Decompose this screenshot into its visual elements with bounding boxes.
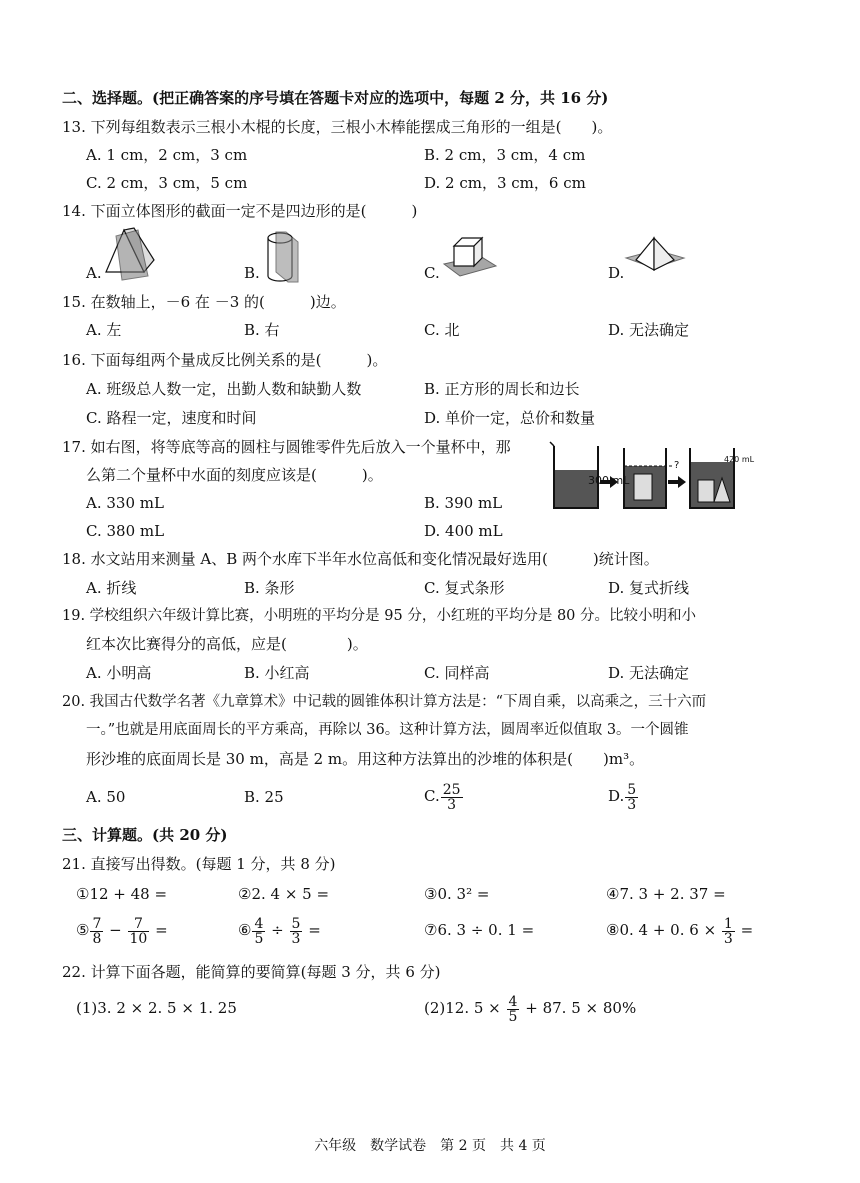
q15-stem: 15. 在数轴上，－6 在 －3 的( )边。 (62, 293, 346, 311)
q21-item-6 (238, 910, 321, 950)
q19-option-b: B. 小红高 (244, 664, 310, 682)
denominator: 5 (508, 1008, 518, 1025)
pyramid-section-icon (624, 236, 686, 282)
q21-item-4: ④7. 3 + 2. 37 = (606, 885, 726, 903)
q17-stem-line2: 么第二个量杯中水面的刻度应该是( )。 (86, 466, 383, 484)
q14-option-b: B. (244, 264, 260, 282)
fraction (128, 917, 150, 946)
q13-option-b: B. 2 cm，3 cm，4 cm (424, 146, 586, 164)
q20-option-c-label: C. (424, 787, 440, 805)
q15-option-c: C. 北 (424, 321, 460, 339)
q16-stem: 16. 下面每组两个量成反比例关系的是( )。 (62, 351, 388, 369)
operator: ÷ (271, 921, 284, 939)
denominator: 3 (723, 930, 733, 947)
q20-stem-line3: 形沙堆的底面周长是 30 m，高是 2 m。用这种方法算出的沙堆的体积是( )m³。 (86, 750, 645, 768)
fig-label-300ml: 300 mL (588, 474, 630, 487)
expression-part: (2)12. 5 × (424, 999, 501, 1017)
q20-option-d (608, 776, 639, 816)
numerator: 5 (291, 915, 301, 932)
q17-option-b: B. 390 mL (424, 494, 503, 512)
fraction (625, 783, 638, 812)
section-3-header: 三、计算题。(共 20 分) (62, 826, 228, 844)
fraction (90, 917, 103, 946)
q18-option-c: C. 复式条形 (424, 579, 505, 597)
q19-option-d: D. 无法确定 (608, 664, 690, 682)
q13-option-c: C. 2 cm，3 cm，5 cm (86, 174, 248, 192)
measuring-cups-figure (548, 440, 758, 516)
q21-item-1: ①12 + 48 = (76, 885, 168, 903)
item-expression: ⑧0. 4 + 0. 6 × (606, 921, 717, 939)
q16-option-d: D. 单价一定，总价和数量 (424, 409, 596, 427)
q13-stem: 13. 下列每组数表示三根小木棍的长度，三根小木棒能摆成三角形的一组是( )。 (62, 118, 613, 136)
fig-question-mark: ? (674, 460, 680, 471)
numerator: 7 (128, 917, 150, 932)
q22-stem: 22. 计算下面各题，能简算的要简算(每题 3 分，共 6 分) (62, 963, 441, 981)
numerator: 4 (254, 915, 264, 932)
q18-option-b: B. 条形 (244, 579, 295, 597)
q20-stem-line1: 20. 我国古代数学名著《九章算术》中记载的圆锥体积计算方法是：“下周自乘，以高乘之，三十六而 (62, 694, 707, 710)
q13-option-a: A. 1 cm，2 cm，3 cm (86, 146, 248, 164)
item-number: ⑤ (76, 921, 90, 939)
numerator: 25 (442, 781, 461, 798)
q18-option-d: D. 复式折线 (608, 579, 690, 597)
q18-stem: 18. 水文站用来测量 A、B 两个水库下半年水位高低和变化情况最好选用( )统计图。 (62, 550, 659, 568)
numerator: 5 (627, 781, 637, 798)
q21-item-5 (76, 910, 168, 950)
q17-option-c: C. 380 mL (86, 522, 165, 540)
q16-option-c: C. 路程一定，速度和时间 (86, 409, 257, 427)
q19-option-a: A. 小明高 (86, 664, 152, 682)
equals-sign: = (740, 921, 754, 939)
denominator: 8 (92, 930, 102, 947)
fraction (252, 917, 265, 946)
q20-option-a: A. 50 (86, 788, 126, 806)
q21-item-3: ③0. 3² = (424, 885, 490, 903)
fraction (441, 783, 463, 812)
numerator: 4 (508, 993, 518, 1010)
item-number: ⑥ (238, 921, 252, 939)
numerator: 1 (723, 915, 733, 932)
expression-part: + 87. 5 × 80% (525, 999, 637, 1017)
q21-item-8 (606, 910, 753, 950)
q22-problem-2 (424, 988, 636, 1028)
q22-problem-1: (1)3. 2 × 2. 5 × 1. 25 (76, 999, 237, 1017)
fraction (290, 917, 303, 946)
denominator: 3 (627, 796, 637, 813)
cube-section-icon (440, 234, 500, 282)
equals-sign: = (155, 921, 168, 939)
fraction (722, 917, 735, 946)
q17-option-a: A. 330 mL (86, 494, 164, 512)
q20-stem-line2: 一。”也就是用底面周长的平方乘高，再除以 36。这种计算方法，圆周率近似值取 3。一个圆锥 (86, 722, 689, 738)
q20-option-d-label: D. (608, 787, 625, 805)
q14-option-d: D. (608, 264, 625, 282)
q19-stem-line1: 19. 学校组织六年级计算比赛，小明班的平均分是 95 分，小红班的平均分是 80 分。比较小明和小 (62, 608, 697, 624)
q17-stem-line1: 17. 如右图，将等底等高的圆柱与圆锥零件先后放入一个量杯中，那 (62, 438, 511, 456)
denominator: 3 (291, 930, 301, 947)
arrow-right-icon (668, 476, 686, 488)
q14-stem: 14. 下面立体图形的截面一定不是四边形的是( ) (62, 202, 418, 220)
q14-option-a: A. (86, 264, 102, 282)
q15-option-a: A. 左 (86, 321, 122, 339)
operator: − (109, 921, 122, 939)
q21-stem: 21. 直接写出得数。(每题 1 分，共 8 分) (62, 855, 336, 873)
triangular-prism-section-icon (100, 226, 160, 282)
q20-option-b: B. 25 (244, 788, 284, 806)
cylinder-section-icon (262, 230, 304, 286)
q16-option-b: B. 正方形的周长和边长 (424, 380, 580, 398)
q19-option-c: C. 同样高 (424, 664, 490, 682)
q18-option-a: A. 折线 (86, 579, 137, 597)
fraction (507, 995, 520, 1024)
denominator: 5 (254, 930, 264, 947)
q19-stem-line2: 红本次比赛得分的高低，应是( )。 (86, 635, 368, 653)
fig-label-420ml: 420 mL (724, 455, 755, 464)
section-2-header: 二、选择题。(把正确答案的序号填在答题卡对应的选项中，每题 2 分，共 16 分) (62, 89, 609, 107)
measuring-cup-2 (624, 448, 672, 508)
equals-sign: = (308, 921, 321, 939)
q16-option-a: A. 班级总人数一定，出勤人数和缺勤人数 (86, 380, 362, 398)
q20-option-c (424, 776, 464, 816)
q21-item-7: ⑦6. 3 ÷ 0. 1 = (424, 921, 535, 939)
q15-option-b: B. 右 (244, 321, 280, 339)
q17-option-d: D. 400 mL (424, 522, 503, 540)
q15-option-d: D. 无法确定 (608, 321, 690, 339)
denominator: 10 (129, 930, 148, 947)
q13-option-d: D. 2 cm，3 cm，6 cm (424, 174, 586, 192)
q14-option-c: C. (424, 264, 440, 282)
q21-item-2: ②2. 4 × 5 = (238, 885, 330, 903)
numerator: 7 (92, 915, 102, 932)
denominator: 3 (447, 796, 457, 813)
page-footer: 六年级 数学试卷 第 2 页 共 4 页 (314, 1138, 546, 1154)
